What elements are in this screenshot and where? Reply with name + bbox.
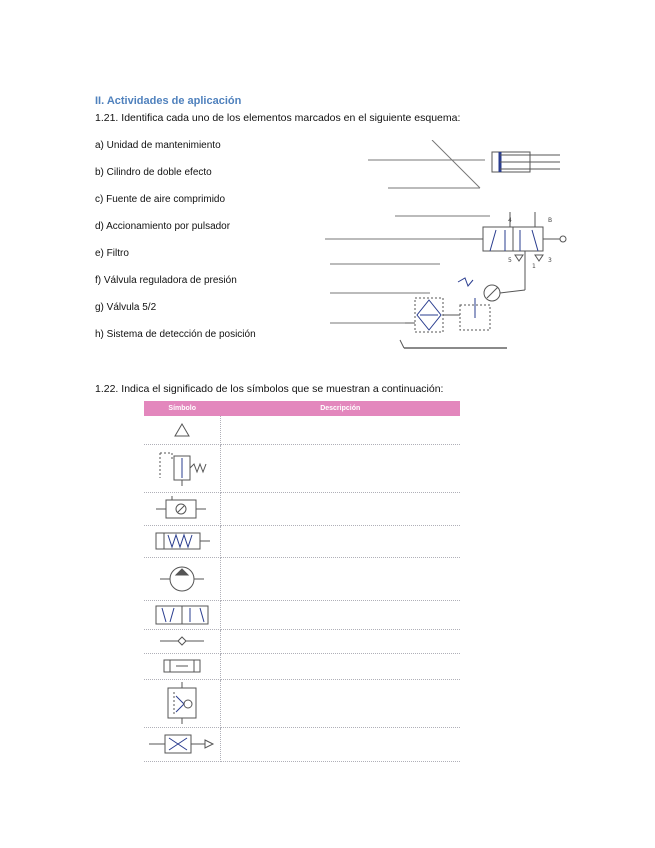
list-item: d) Accionamiento por pulsador [95,221,231,232]
table-row [144,525,460,557]
header-description: Descripción [220,401,460,416]
description-cell[interactable] [220,629,460,653]
list-item: c) Fuente de aire comprimido [95,194,226,205]
symbols-table [144,401,460,762]
description-cell[interactable] [220,600,460,629]
single-acting-cylinder-icon [152,656,212,676]
description-cell[interactable] [220,653,460,679]
table-row [144,600,460,629]
port-label: 3 [548,257,552,264]
table-row [144,416,460,444]
filter-valve-icon [152,496,212,522]
list-item: h) Sistema de detección de posición [95,329,256,340]
list-item: g) Válvula 5/2 [95,302,157,313]
question-1-21: 1.21. Identifica cada uno de los elementos marcados en el siguiente esquema: [95,112,461,124]
description-cell[interactable] [220,679,460,727]
list-item: e) Filtro [95,248,129,259]
table-row [144,557,460,600]
description-cell[interactable] [220,444,460,492]
header-symbol: Símbolo [144,401,220,416]
table-row [144,492,460,525]
description-cell[interactable] [220,727,460,761]
section-heading: II. Actividades de aplicación [95,95,242,107]
flow-regulator-icon [152,682,212,724]
table-row [144,444,460,492]
port-label: 4 [508,217,512,224]
description-cell[interactable] [220,492,460,525]
check-valve-icon [152,633,212,649]
triangle-source-icon [172,421,192,439]
compressor-icon [152,560,212,598]
list-item: b) Cilindro de doble efecto [95,167,212,178]
list-item: a) Unidad de mantenimiento [95,140,221,151]
question-1-22: 1.22. Indica el significado de los símbolos que se muestran a continuación: [95,383,444,395]
table-row [144,629,460,653]
spring-cylinder-icon [152,529,212,553]
five-two-valve-icon [152,602,212,628]
port-label: 5 [508,257,512,264]
pneumatic-schema-diagram [320,140,580,355]
pressure-relief-valve-icon [152,448,212,488]
throttle-valve-icon [147,729,217,759]
list-item: f) Válvula reguladora de presión [95,275,237,286]
table-row [144,679,460,727]
table-row [144,727,460,761]
port-label: 1 [532,263,536,270]
port-label: B [548,217,553,224]
table-row [144,653,460,679]
description-cell[interactable] [220,525,460,557]
description-cell[interactable] [220,416,460,444]
description-cell[interactable] [220,557,460,600]
